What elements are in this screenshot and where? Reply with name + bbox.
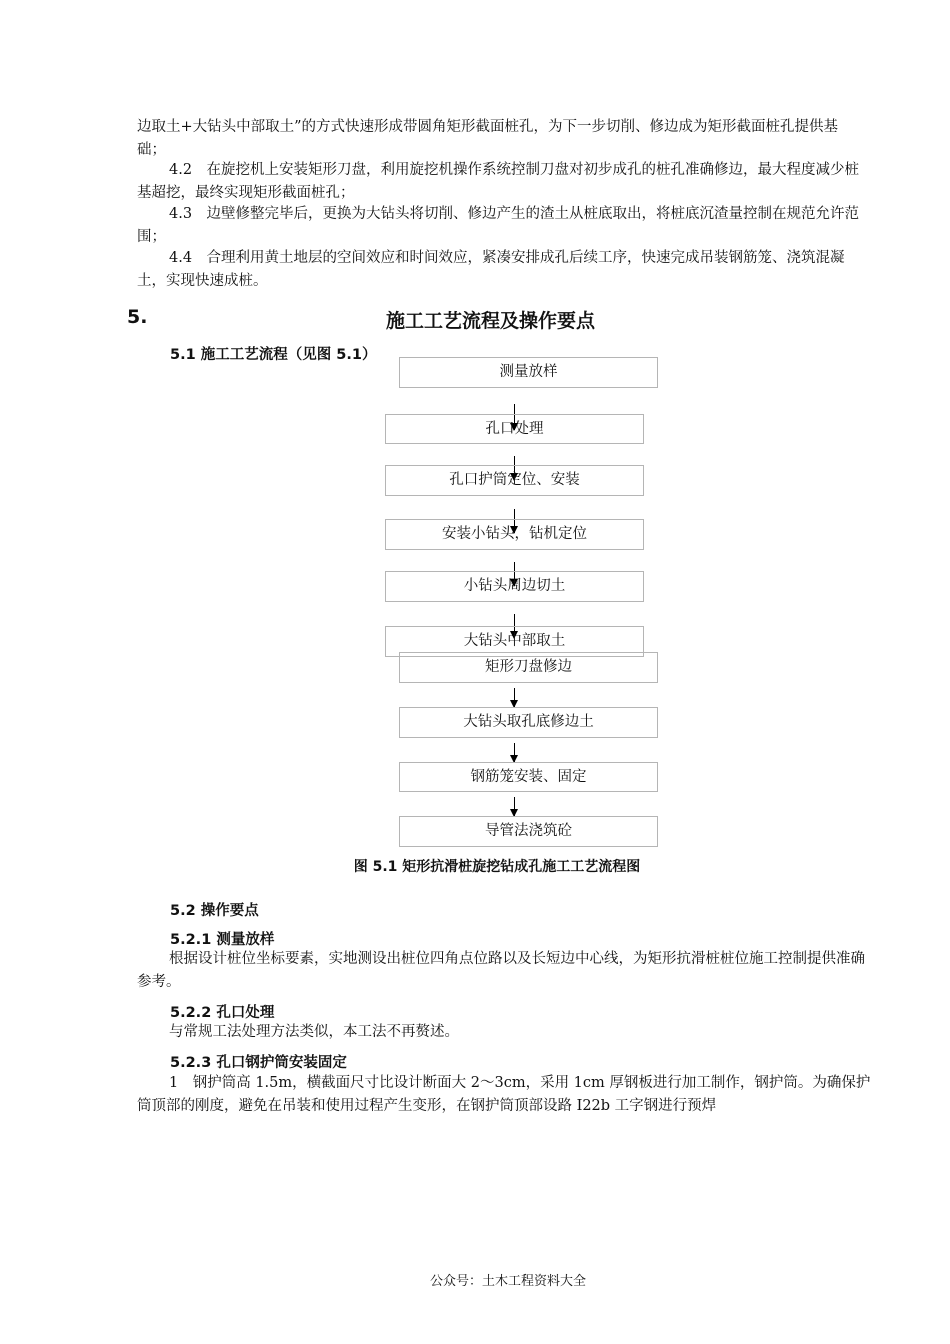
section-title: 施工工艺流程及操作要点 <box>386 310 596 332</box>
subsection-5-2-1-text: 根据设计桩位坐标要素，实地测设出桩位四角点位路以及长短边中心线，为矩形抗滑桩桩位施工控制提供准确参考。 <box>137 951 865 990</box>
subsection-5-1-heading: 5.1 施工工艺流程（见图 5.1） <box>170 347 377 363</box>
page-footer: 公众号：土木工程资料大全 <box>429 1274 586 1289</box>
intro-paragraph-1: 边取土+大钻头中部取土”的方式快速形成带圆角矩形截面桩孔，为下一步切削、修边成为矩形截面桩孔提供基础； <box>137 119 839 158</box>
flow-step-9-label: 钢筋笼安装、固定 <box>470 769 587 785</box>
flow-arrow-8 <box>514 797 515 816</box>
flow-step-5 <box>385 571 644 602</box>
intro-paragraph-4-4: 4.4 合理利用黄土地层的空间效应和时间效应，紧凑安排成孔后续工序，快速完成吊装钢筋笼、浇筑混凝土，实现快速成桩。 <box>137 250 845 289</box>
flow-step-7-label: 矩形刀盘修边 <box>485 659 572 675</box>
flow-arrow-6 <box>514 688 515 707</box>
subsection-5-2-1-heading: 5.2.1 测量放样 <box>170 932 275 948</box>
flow-step-2-label: 孔口处理 <box>485 421 544 437</box>
flow-step-10 <box>399 816 658 847</box>
intro-paragraph-4-2: 4.2 在旋挖机上安装矩形刀盘，利用旋挖机操作系统控制刀盘对初步成孔的桩孔准确修边，最大程度减少桩基超挖，最终实现矩形截面桩孔； <box>137 162 860 201</box>
flow-arrow-7 <box>514 743 515 762</box>
intro-paragraph-4-3: 4.3 边壁修整完毕后，更换为大钻头将切削、修边产生的渣土从桩底取出，将桩底沉渣量控制在规范允许范围； <box>137 206 860 245</box>
flow-step-3 <box>385 465 644 496</box>
flow-step-8-label: 大钻头取孔底修边土 <box>463 714 594 730</box>
flow-step-7 <box>399 652 658 683</box>
flow-step-4 <box>385 519 644 550</box>
flow-step-5-label: 小钻头周边切土 <box>463 578 566 594</box>
subsection-5-2-2-text: 与常规工法处理方法类似，本工法不再赘述。 <box>169 1024 459 1040</box>
subsection-5-2-2-heading: 5.2.2 孔口处理 <box>170 1005 275 1021</box>
flow-step-1-label: 测量放样 <box>499 364 558 380</box>
flow-step-2 <box>385 414 644 444</box>
flow-step-10-label: 导管法浇筑砼 <box>485 823 572 839</box>
section-number: 5. <box>127 306 148 328</box>
flow-step-4-label: 安装小钻头，钻机定位 <box>442 526 587 542</box>
flow-step-6-label: 大钻头中部取土 <box>463 633 566 649</box>
flow-step-9 <box>399 762 658 792</box>
flow-step-3-label: 孔口护筒定位、安装 <box>449 472 580 488</box>
subsection-5-2-3-text: 1 钢护筒高 1.5m，横截面尺寸比设计断面大 2～3cm，采用 1cm 厚钢板进行加工制作，钢护筒。为确保护筒顶部的刚度，避免在吊装和使用过程产生变形，在钢护筒顶部设路 I22b 工字钢进行预焊 <box>137 1075 871 1114</box>
flow-step-8 <box>399 707 658 738</box>
subsection-5-2-3-heading: 5.2.3 孔口钢护筒安装固定 <box>170 1055 347 1071</box>
subsection-5-2-heading: 5.2 操作要点 <box>170 903 259 919</box>
figure-caption: 图 5.1 矩形抗滑桩旋挖钻成孔施工工艺流程图 <box>353 859 641 875</box>
flow-step-1 <box>399 357 658 388</box>
